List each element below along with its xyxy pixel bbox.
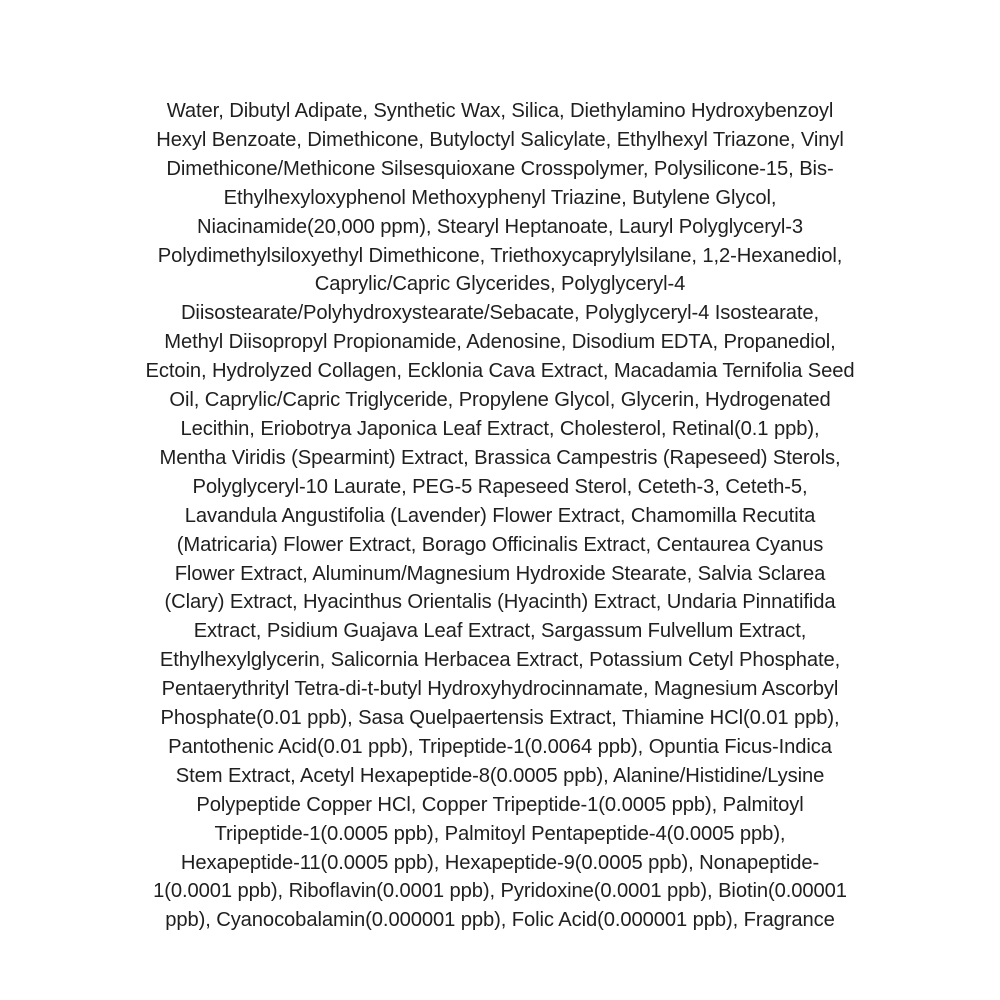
- ingredient-line: Polyglyceryl-10 Laurate, PEG-5 Rapeseed Sterol, Ceteth-3, Ceteth-5,: [192, 475, 808, 498]
- ingredient-line: Ethylhexyloxyphenol Methoxyphenyl Triazine, Butylene Glycol,: [223, 186, 777, 209]
- ingredient-line: Flower Extract, Aluminum/Magnesium Hydroxide Stearate, Salvia Sclarea: [174, 562, 826, 585]
- ingredient-line: Polydimethylsiloxyethyl Dimethicone, Triethoxycaprylylsilane, 1,2-Hexanediol,: [157, 244, 843, 267]
- ingredient-line: Stem Extract, Acetyl Hexapeptide-8(0.0005 ppb), Alanine/Histidine/Lysine: [175, 764, 825, 787]
- ingredient-list: [95, 97, 905, 935]
- ingredient-line: Phosphate(0.01 ppb), Sasa Quelpaertensis Extract, Thiamine HCl(0.01 ppb),: [160, 707, 840, 730]
- ingredient-line: Water, Dibutyl Adipate, Synthetic Wax, Silica, Diethylamino Hydroxybenzoyl: [166, 100, 834, 122]
- ingredient-line: Oil, Caprylic/Capric Triglyceride, Propylene Glycol, Glycerin, Hydrogenated: [169, 389, 831, 412]
- ingredient-line: 1(0.0001 ppb), Riboflavin(0.0001 ppb), Pyridoxine(0.0001 ppb), Biotin(0.00001: [153, 880, 847, 903]
- ingredient-line: Ethylhexylglycerin, Salicornia Herbacea Extract, Potassium Cetyl Phosphate,: [159, 649, 841, 672]
- ingredient-line: Hexapeptide-11(0.0005 ppb), Hexapeptide-9(0.0005 ppb), Nonapeptide-: [180, 851, 820, 874]
- ingredient-line: Ectoin, Hydrolyzed Collagen, Ecklonia Cava Extract, Macadamia Ternifolia Seed: [145, 360, 855, 383]
- ingredient-line: ppb), Cyanocobalamin(0.000001 ppb), Folic Acid(0.000001 ppb), Fragrance: [165, 909, 835, 932]
- ingredient-line: Pentaerythrityl Tetra-di-t-butyl Hydroxyhydrocinnamate, Magnesium Ascorbyl: [161, 678, 839, 701]
- ingredient-line: Lecithin, Eriobotrya Japonica Leaf Extract, Cholesterol, Retinal(0.1 ppb),: [180, 417, 820, 440]
- ingredient-line: Mentha Viridis (Spearmint) Extract, Brassica Campestris (Rapeseed) Sterols,: [159, 446, 841, 469]
- ingredient-line: Caprylic/Capric Glycerides, Polyglyceryl-4: [314, 273, 686, 296]
- ingredient-line: Dimethicone/Methicone Silsesquioxane Crosspolymer, Polysilicone-15, Bis-: [166, 157, 834, 180]
- ingredient-line: Diisostearate/Polyhydroxystearate/Sebacate, Polyglyceryl-4 Isostearate,: [180, 302, 820, 325]
- ingredient-line: Pantothenic Acid(0.01 ppb), Tripeptide-1(0.0064 ppb), Opuntia Ficus-Indica: [168, 735, 832, 758]
- ingredient-line: Lavandula Angustifolia (Lavender) Flower Extract, Chamomilla Recutita: [184, 504, 816, 527]
- ingredient-line: Hexyl Benzoate, Dimethicone, Butyloctyl Salicylate, Ethylhexyl Triazone, Vinyl: [156, 128, 844, 151]
- ingredient-line: Extract, Psidium Guajava Leaf Extract, Sargassum Fulvellum Extract,: [193, 620, 807, 643]
- ingredient-line: Tripeptide-1(0.0005 ppb), Palmitoyl Pentapeptide-4(0.0005 ppb),: [214, 822, 786, 845]
- ingredient-line: Polypeptide Copper HCl, Copper Tripeptide-1(0.0005 ppb), Palmitoyl: [196, 793, 804, 816]
- ingredient-line: (Clary) Extract, Hyacinthus Orientalis (Hyacinth) Extract, Undaria Pinnatifida: [164, 591, 836, 614]
- ingredient-line: (Matricaria) Flower Extract, Borago Officinalis Extract, Centaurea Cyanus: [176, 533, 824, 556]
- ingredient-line: Niacinamide(20,000 ppm), Stearyl Heptanoate, Lauryl Polyglyceryl-3: [196, 215, 804, 238]
- ingredient-line: Methyl Diisopropyl Propionamide, Adenosine, Disodium EDTA, Propanediol,: [164, 331, 836, 354]
